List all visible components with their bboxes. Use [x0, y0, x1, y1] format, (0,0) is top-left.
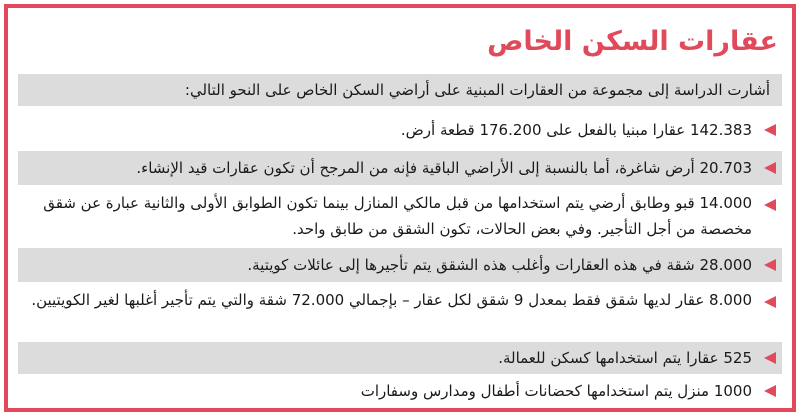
infobox-frame	[4, 4, 796, 412]
intro-row	[18, 74, 782, 106]
list-item-text: 142.383 عقارا مبنيا بالفعل على 176.200 قطعة أرض.	[400, 121, 752, 139]
list-item-text: 28.000 شقة في هذه العقارات وأغلب هذه الشقق يتم تأجيرها إلى عائلات كويتية.	[247, 256, 752, 274]
bullet-icon	[764, 352, 776, 364]
list-item	[18, 375, 782, 407]
bullet-icon	[764, 162, 776, 174]
bullet-icon	[764, 259, 776, 271]
list-item-text: 8.000 عقار لديها شقق فقط بمعدل 9 شقق لكل عقار – بإجمالي 72.000 شقة والتي يتم تأجير أغلبها لغير الكويتيين.	[31, 291, 752, 309]
list-item	[18, 342, 782, 374]
list-item-text: 14.000 قبو وطابق أرضي يتم استخدامها من قبل مالكي المنازل بينما تكون الطوابق الأولى والثانية عبارة عن شقق مخصصة من أجل التأجير. وفي بعض الحالات، تكون الشقق من طابق واحد.	[43, 194, 752, 238]
bullet-icon	[764, 296, 776, 308]
list-item-text: 525 عقارا يتم استخدامها كسكن للعمالة.	[498, 349, 752, 367]
box-title: عقارات السكن الخاص	[487, 26, 778, 57]
bullet-icon	[764, 385, 776, 397]
bullet-icon	[764, 124, 776, 136]
bullet-icon	[764, 199, 776, 211]
list-item	[18, 248, 782, 282]
list-item	[18, 188, 782, 244]
list-item-text: 20.703 أرض شاغرة، أما بالنسبة إلى الأراضي الباقية فإنه من المرجح أن تكون عقارات قيد الإنشاء.	[136, 159, 752, 177]
list-item	[18, 112, 782, 148]
list-item	[18, 151, 782, 185]
list-item-text: 1000 منزل يتم استخدامها كحضانات أطفال ومدارس وسفارات	[360, 382, 752, 400]
intro-text: أشارت الدراسة إلى مجموعة من العقارات المبنية على أراضي السكن الخاص على النحو التالي:	[184, 81, 770, 99]
list-item	[18, 285, 782, 341]
